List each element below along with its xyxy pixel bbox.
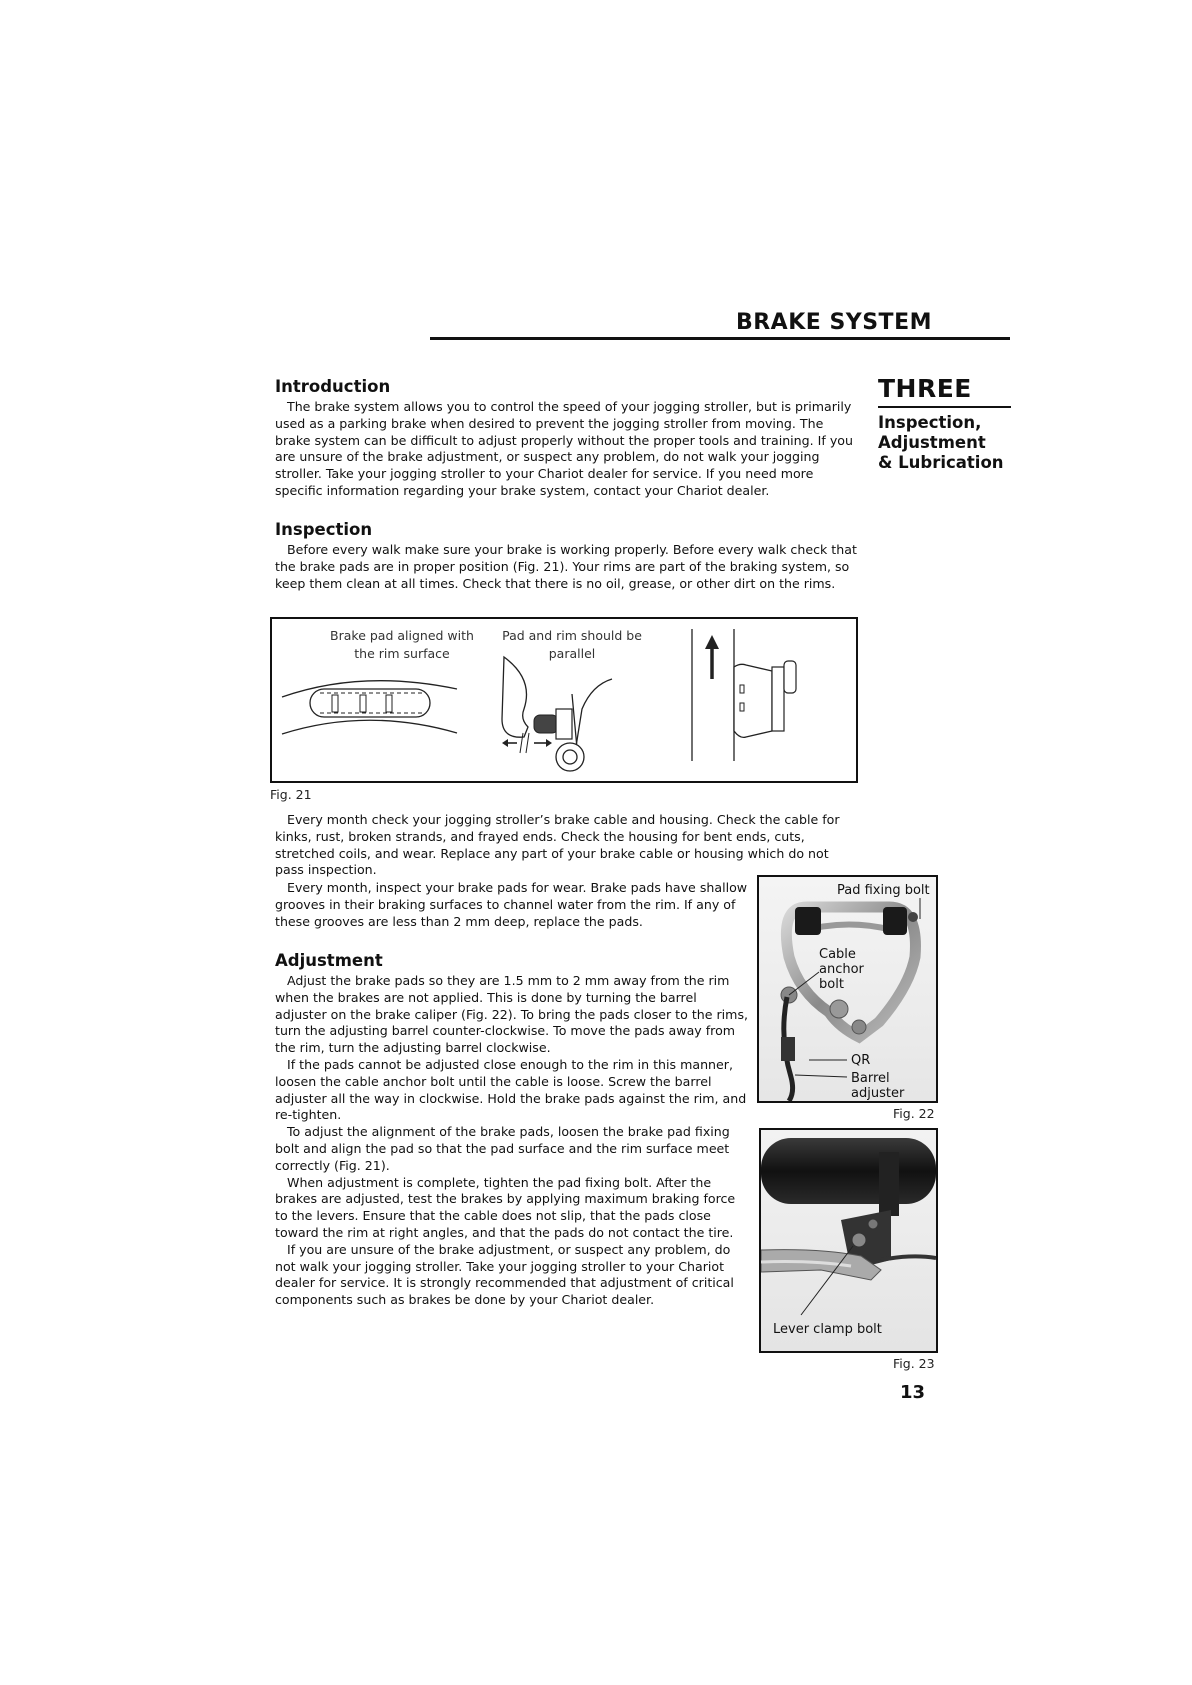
label-barrel-adjuster-line-1: Barrel: [851, 1071, 890, 1086]
inspection-heading: Inspection: [275, 520, 373, 539]
label-cable-anchor-line-3: bolt: [819, 977, 844, 992]
chapter-title: [878, 413, 1018, 473]
label-cable-anchor-bolt: [819, 947, 864, 992]
chapter-number: THREE: [878, 374, 972, 403]
fig21-label-aligned-line-2: the rim surface: [354, 646, 450, 661]
rim-arc-bottom: [282, 720, 457, 734]
adjustment-paragraph-3: To adjust the alignment of the brake pads, loosen the brake pad fixing bolt and align the pad so that the pad surface and the rim surface meet correctly (Fig. 21).: [275, 1124, 730, 1173]
pads-inspection-paragraph: Every month, inspect your brake pads for wear. Brake pads have shallow grooves in their braking surfaces to channel water from the rim. If any of these grooves are less than 2 mm deep, replace the pads.: [275, 880, 748, 929]
pads-body: [275, 880, 750, 930]
section-title: BRAKE SYSTEM: [735, 310, 932, 335]
pad-side-view: [534, 715, 558, 733]
label-cable-anchor-line-2: anchor: [819, 962, 864, 977]
chapter-title-line-1: Inspection,: [878, 413, 982, 432]
introduction-paragraph: The brake system allows you to control the speed of your jogging stroller, but is primarily used as a parking brake when desired to prevent the jogging stroller from moving. The brake system can be difficult to adjust properly without the proper tools and training. If you are unsure of the brake adjustment, or suspect any problem, do not walk your jogging stroller. Take your jogging stroller to your Chariot dealer for service. If you need more specific information regarding your brake system, contact your Chariot dealer.: [275, 399, 853, 498]
chapter-title-line-2: Adjustment: [878, 433, 986, 452]
figure-21: [270, 617, 858, 783]
adjustment-body: [275, 973, 749, 1309]
inspection-body-continued: [275, 812, 857, 879]
fig23-caption: Fig. 23: [893, 1356, 935, 1371]
handlebar-grip: [761, 1138, 936, 1204]
label-barrel-adjuster-line-2: adjuster: [851, 1086, 905, 1101]
adjustment-heading: Adjustment: [275, 951, 383, 970]
fig21-label-parallel-line-1: Pad and rim should be: [502, 628, 642, 643]
label-lever-clamp-bolt: Lever clamp bolt: [773, 1322, 882, 1337]
introduction-body: [275, 399, 857, 500]
label-qr: QR: [851, 1053, 871, 1068]
header-rule: [430, 337, 1010, 340]
tire-profile: [502, 657, 528, 737]
page-number: 13: [900, 1382, 926, 1403]
fig21-caption: Fig. 21: [270, 787, 312, 802]
label-barrel-adjuster: [851, 1071, 904, 1101]
figure-23-photo: [759, 1128, 938, 1353]
pad-end-view: [734, 664, 772, 737]
lever-clamp-photo: [761, 1130, 936, 1351]
label-cable-anchor-line-1: Cable: [819, 947, 856, 962]
inspection-paragraph: Before every walk make sure your brake is working properly. Before every walk check that the brake pads are in proper position (Fig. 21). Your rims are part of the braking system, so keep them clean at all times. Check that there is no oil, grease, or other dirt on the rims.: [275, 542, 857, 591]
fig21-label-parallel-line-2: parallel: [548, 646, 596, 661]
cable-inspection-paragraph: Every month check your jogging stroller’s brake cable and housing. Check the cable for kinks, rust, broken strands, and frayed ends. Check the housing for bent ends, cuts, stretched coils, and wear. Replace any part of your brake cable or housing which do not pass inspection.: [275, 812, 840, 878]
adjustment-paragraph-1: Adjust the brake pads so they are 1.5 mm to 2 mm away from the rim when the brakes are not applied. This is done by turning the barrel adjuster on the brake caliper (Fig. 22). To bring the pads closer to the rims, turn the adjusting barrel counter-clockwise. To move the pads away from the rim, turn the adjusting barrel clockwise.: [275, 973, 749, 1056]
fig22-caption: Fig. 22: [893, 1106, 935, 1121]
clamp-bolt: [852, 1233, 866, 1247]
adjustment-paragraph-5: If you are unsure of the brake adjustment, or suspect any problem, do not walk your jogging stroller. Take your jogging stroller to your Chariot dealer for service. It is strongly recommended that adjustment of critical components such as brakes be done by your Chariot dealer.: [275, 1241, 734, 1308]
fig21-label-aligned-line-1: Brake pad aligned with: [330, 628, 474, 643]
chapter-rule: [878, 406, 1011, 408]
chapter-title-line-3: & Lubrication: [878, 453, 1004, 472]
adjustment-paragraph-4: When adjustment is complete, tighten the pad fixing bolt. After the brakes are adjusted, test the brakes by applying maximum braking force to the levers. Ensure that the cable does not slip, that the pads close toward the rim at right angles, and that the pads do not contact the tire.: [275, 1174, 736, 1240]
adjustment-paragraph-2: If the pads cannot be adjusted close enough to the rim in this manner, loosen the cable anchor bolt until the cable is loose. Screw the barrel adjuster all the way in clockwise. Hold the brake pads against the rim, and re-tighten.: [275, 1056, 747, 1123]
inspection-body: [275, 542, 857, 592]
introduction-heading: Introduction: [275, 377, 391, 396]
label-pad-fixing-bolt: Pad fixing bolt: [837, 883, 930, 898]
figure-22-photo: [757, 875, 938, 1103]
fig21-drawing: [272, 619, 856, 781]
